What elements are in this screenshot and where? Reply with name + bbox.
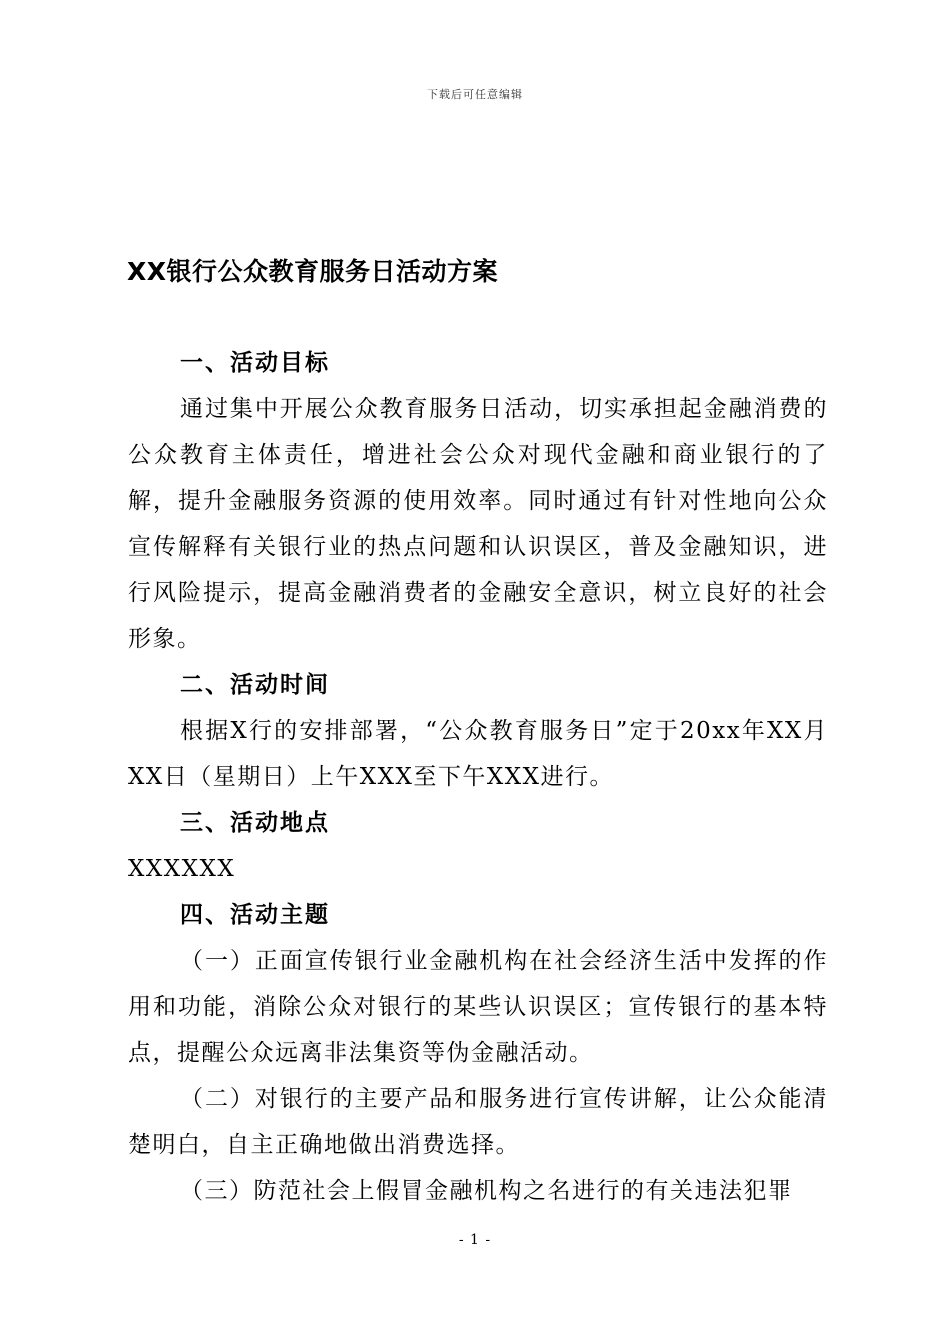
- section-location-paragraph: XXXXXX: [128, 856, 236, 882]
- page-header-note: 下载后可任意编辑: [427, 88, 523, 101]
- section-heading-time: 二、活动时间: [180, 672, 330, 698]
- section-theme-item-2: （二）对银行的主要产品和服务进行宣传讲解，让公众能清楚明白，自主正确地做出消费选择。: [128, 1086, 828, 1158]
- section-goals-paragraph: 通过集中开展公众教育服务日活动，切实承担起金融消费的公众教育主体责任，增进社会公众对现代金融和商业银行的了解，提升金融服务资源的使用效率。同时通过有针对性地向公众宣传解释有关银行业的热点问题和认识误区，普及金融知识，进行风险提示，提高金融消费者的金融安全意识，树立良好的社会形象。: [128, 396, 828, 652]
- section-theme-item-3: （三）防范社会上假冒金融机构之名进行的有关违法犯罪: [180, 1178, 793, 1204]
- section-heading-goals: 一、活动目标: [180, 350, 330, 376]
- document-title: XX银行公众教育服务日活动方案: [127, 257, 499, 286]
- section-time-paragraph: 根据X行的安排部署，“公众教育服务日”定于20xx年XX月XX日（星期日）上午XXX至下午XXX进行。: [128, 718, 828, 790]
- section-theme-item-1: （一）正面宣传银行业金融机构在社会经济生活中发挥的作用和功能，消除公众对银行的某些认识误区；宣传银行的基本特点，提醒公众远离非法集资等伪金融活动。: [128, 948, 828, 1066]
- page-number: - 1 -: [458, 1232, 492, 1248]
- section-heading-location: 三、活动地点: [180, 810, 330, 836]
- section-heading-theme: 四、活动主题: [180, 902, 330, 928]
- document-body: [128, 340, 828, 1214]
